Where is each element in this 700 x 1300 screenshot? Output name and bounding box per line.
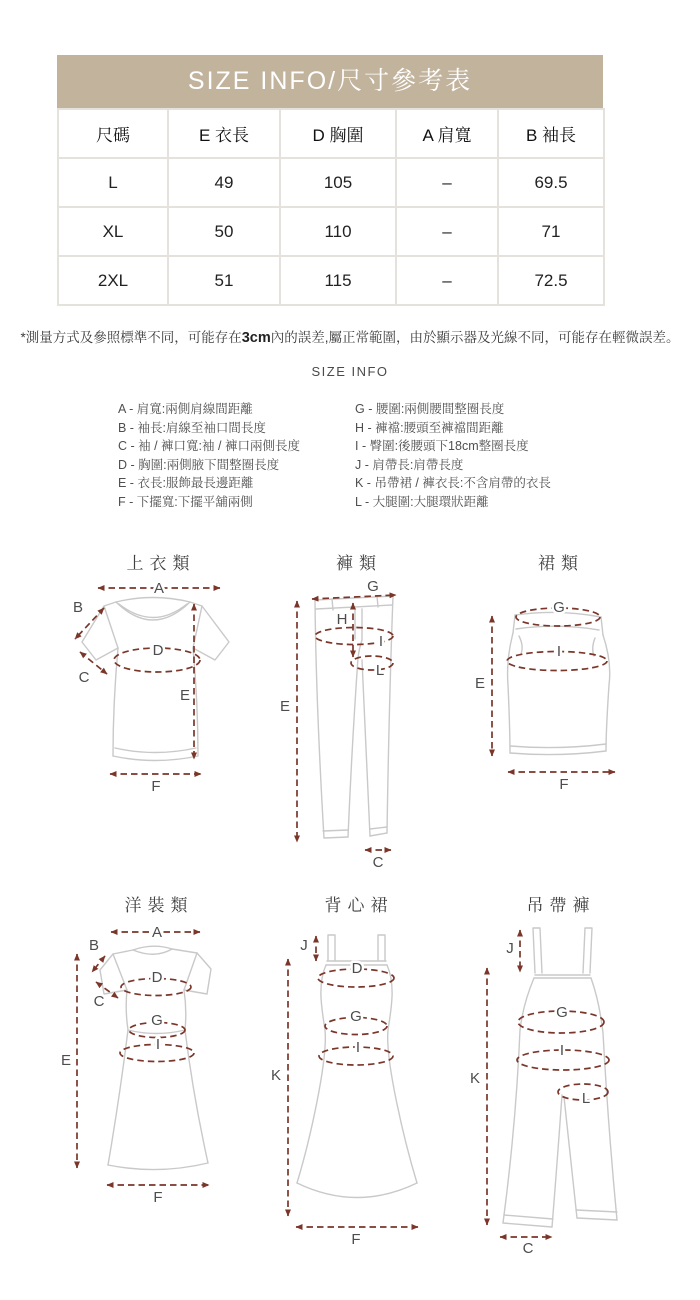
measure-label-l: L	[581, 1090, 591, 1107]
pants-diagram	[278, 578, 413, 873]
tops-diagram	[58, 578, 248, 793]
dresses-title: 洋裝類	[124, 896, 194, 915]
measure-label-c: C	[93, 993, 105, 1010]
vest-dress-diagram	[270, 930, 425, 1250]
measure-label-d: D	[351, 960, 363, 977]
legend-item: C - 袖 / 褲口寬:袖 / 褲口兩側長度	[118, 439, 300, 453]
measure-label-f: F	[559, 776, 569, 793]
cell-shoulder: –	[396, 207, 498, 256]
cell-size: 2XL	[58, 256, 168, 305]
cell-shoulder: –	[396, 158, 498, 207]
measure-label-a: A	[153, 580, 165, 597]
col-header-shoulder: A 肩寬	[396, 109, 498, 158]
measure-label-e: E	[279, 698, 291, 715]
overalls-measurements	[470, 930, 609, 1257]
cell-size: XL	[58, 207, 168, 256]
measure-label-i: I	[155, 1036, 161, 1053]
col-header-length: E 衣長	[168, 109, 280, 158]
legend-column-left	[118, 400, 300, 511]
table-row	[58, 207, 604, 256]
col-header-size: 尺碼	[58, 109, 168, 158]
measure-label-d: D	[152, 642, 164, 659]
measure-label-e: E	[60, 1052, 72, 1069]
measure-label-k: K	[270, 1067, 282, 1084]
cell-bust: 115	[280, 256, 396, 305]
legend-item: K - 吊帶裙 / 褲衣長:不含肩帶的衣長	[355, 476, 551, 490]
legend-item: B - 袖長:肩線至袖口間長度	[118, 420, 266, 435]
col-header-bust: D 胸圍	[280, 109, 396, 158]
vest-dress-measurements	[271, 936, 418, 1248]
cell-size: L	[58, 158, 168, 207]
measurement-disclaimer	[0, 326, 700, 346]
pants-title: 褲類	[336, 554, 382, 573]
cell-shoulder: –	[396, 256, 498, 305]
measure-label-i: I	[355, 1039, 361, 1056]
legend-item: D - 胸圍:兩側腋下間整圈長度	[118, 457, 280, 472]
size-table-header-row	[58, 109, 604, 158]
legend-item: I - 臀圍:後腰頭下18cm整圈長度	[355, 439, 529, 453]
cell-length: 51	[168, 256, 280, 305]
legend-item: F - 下擺寬:下擺平舖兩側	[118, 494, 253, 509]
tops-title: 上衣類	[126, 554, 196, 573]
disclaimer-text: *測量方式及參照標準不同，可能存在	[20, 330, 242, 345]
disclaimer-highlight: 3cm	[241, 330, 271, 346]
measure-label-g: G	[553, 599, 565, 616]
measure-label-g: G	[367, 578, 379, 595]
overalls-title: 吊帶褲	[526, 896, 596, 915]
measure-label-g: G	[350, 1008, 362, 1025]
tshirt-measurements	[73, 580, 220, 795]
legend-item: A - 肩寬:兩側肩線間距離	[118, 402, 253, 416]
measure-label-i: I	[378, 633, 384, 650]
legend-item: H - 褲襠:腰頭至褲襠間距離	[355, 420, 504, 435]
size-info-heading: SIZE INFO	[311, 364, 389, 379]
skirts-diagram	[475, 590, 625, 802]
skirt-outline	[508, 612, 610, 754]
overalls-outline	[503, 928, 617, 1227]
measure-label-i: I	[559, 1042, 565, 1059]
measure-label-b: B	[72, 599, 84, 616]
measure-label-f: F	[151, 778, 161, 795]
pants-measurements	[280, 578, 396, 871]
measure-label-a: A	[151, 924, 163, 941]
vest-dress-title: 背心裙	[324, 896, 394, 915]
cell-sleeve: 69.5	[498, 158, 604, 207]
measure-label-c: C	[372, 854, 384, 871]
legend-column-right	[355, 400, 551, 511]
tshirt-outline	[82, 598, 229, 761]
cell-length: 49	[168, 158, 280, 207]
cell-length: 50	[168, 207, 280, 256]
measure-label-g: G	[151, 1012, 163, 1029]
size-table	[57, 108, 605, 306]
measure-label-j: J	[506, 940, 514, 957]
measure-label-e: E	[474, 675, 486, 692]
overalls-diagram	[469, 925, 624, 1257]
size-table-title: SIZE INFO/尺寸參考表	[57, 55, 603, 108]
measure-label-g: G	[556, 1004, 568, 1021]
measure-label-c: C	[78, 669, 90, 686]
skirt-measurements	[475, 599, 615, 793]
skirts-title: 裙類	[538, 554, 584, 573]
legend-item: L - 大腿圍:大腿環狀距離	[355, 494, 489, 509]
cell-bust: 105	[280, 158, 396, 207]
legend-item: G - 腰圍:兩側腰間整圈長度	[355, 402, 505, 416]
dresses-diagram	[60, 925, 220, 1210]
table-row	[58, 158, 604, 207]
cell-sleeve: 71	[498, 207, 604, 256]
measure-label-h: H	[336, 611, 348, 628]
measure-label-f: F	[153, 1189, 163, 1206]
legend-item: E - 衣長:服飾最長邊距離	[118, 476, 254, 490]
measure-label-d: D	[151, 969, 163, 986]
disclaimer-text: 內的誤差,屬正常範圍，由於顯示器及光線不同，可能存在輕微誤差。	[270, 330, 680, 345]
measure-label-e: E	[179, 687, 191, 704]
dress-measurements	[61, 924, 209, 1206]
cell-bust: 110	[280, 207, 396, 256]
measure-label-k: K	[469, 1070, 481, 1087]
measure-label-c: C	[522, 1240, 534, 1257]
col-header-sleeve: B 袖長	[498, 109, 604, 158]
measure-label-j: J	[300, 937, 308, 954]
table-row	[58, 256, 604, 305]
cell-sleeve: 72.5	[498, 256, 604, 305]
size-table-section	[57, 55, 603, 306]
measure-label-l: L	[375, 662, 385, 679]
measure-label-f: F	[351, 1231, 361, 1248]
legend-item: J - 肩帶長:肩帶長度	[355, 457, 464, 472]
measure-label-b: B	[88, 937, 100, 954]
measure-label-i: I	[556, 643, 562, 660]
